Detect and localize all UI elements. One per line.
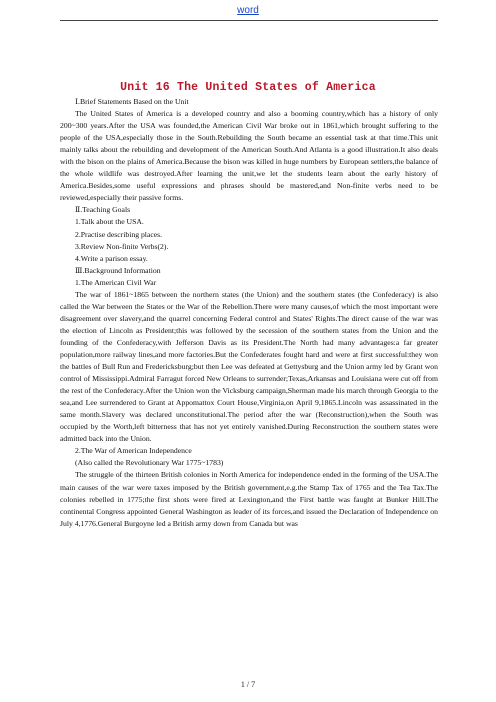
page-number: 1 / 7	[240, 680, 256, 689]
paragraph: The struggle of the thirteen British colonies in North America for independence ended in the forming of the USA.The main causes of the war were taxes imposed by the British government,e.g.the Stamp Tax of 1765 and the Tea Tax.The colonies rebelled in 1775;the first shots were fired at Lexington,and the First battle was faught at Bunker Hill.The continental Congress appointed General Washington as leader of its forces,and issued the Declaration of Independence on July 4,1776.General Burgoyne led a British army down from Canada but was	[60, 470, 438, 528]
subsection-note: (Also called the Revolutionary War 1775~1783)	[75, 458, 224, 468]
list-item: 1.Talk about the USA.	[75, 217, 144, 227]
header-label[interactable]: word	[237, 5, 259, 16]
paragraph: The United States of America is a developed country and also a booming country,which has a history of only 200~300 years.After the USA was founded,the American Civil War broke out in 1861,which brought suffering to the people of the USA,especially those in the South.Rebuilding the South became an essential task at that time.This unit mainly talks about the rebuilding and development of the American South.And Atlanta is a good illustration.It also deals with the bison on the plains of America.Because the bison was killed in huge numbers by European settlers,the balance of the whole wildlife was destroyed.After learning the unit,we let the students learn about the early history of America.Besides,some useful expressions and phrases should be mastered,and Non-finite verbs need to be reviewed,especially their passive forms.	[60, 109, 438, 203]
page-title: Unit 16 The United States of America	[120, 81, 376, 94]
subsection-heading: 2.The War of American Independence	[75, 446, 192, 456]
header-divider	[60, 20, 438, 21]
page-header	[0, 5, 496, 16]
list-item: 3.Review Non-finite Verbs(2).	[75, 241, 169, 251]
section-heading: Ⅱ.Teaching Goals	[75, 205, 131, 215]
list-item: 2.Practise describing places.	[75, 229, 163, 239]
section-heading: Ⅰ.Brief Statements Based on the Unit	[75, 97, 189, 106]
document-body	[60, 96, 438, 530]
subsection-heading: 1.The American Civil War	[75, 277, 157, 287]
paragraph: The war of 1861~1865 between the northern states (the Union) and the southern states (the Confederacy) is also called the War between the States or the War of the Rebellion.There were many causes,of which the most important were disagreement over slavery,and the quarrel concerning Federal control and States' Rights.The direct cause of the war was the election of Lincoln as President;this was followed by the secession of the southern states from the Union and the founding of the Confederacy,with Jefferson Davis as its President.The North had many advantages:a far greater population,more railway lines,and more factories.But the Confederates fought hard and were at first successful:they won the battles of Bull Run and Fredericksburg;but then Lee was defeated at Gettysburg and the Union army led by Grant won control of Mississippi.Admiral Farragut forced New Orleans to surrender;Texas,Arkansas and Louisiana were cut off from the rest of the Confederacy.After the Union won the Vicksburg campaign,Sherman made his march through Georgia to the sea,and Lee surrendered to Grant at Appomattox Court House,Virginia,on April 9,1865.Lincoln was assassinated in the same month.Slavery was declared unconstitutional.The period after the war (Reconstruction),when the South was occupied by the Worth,left bitterness that has not yet entirely vanished.During Reconstruction the southern states were admitted back into the Union.	[60, 289, 438, 444]
section-heading: Ⅲ.Background Information	[75, 265, 161, 275]
list-item: 4.Write a parison essay.	[75, 253, 148, 263]
